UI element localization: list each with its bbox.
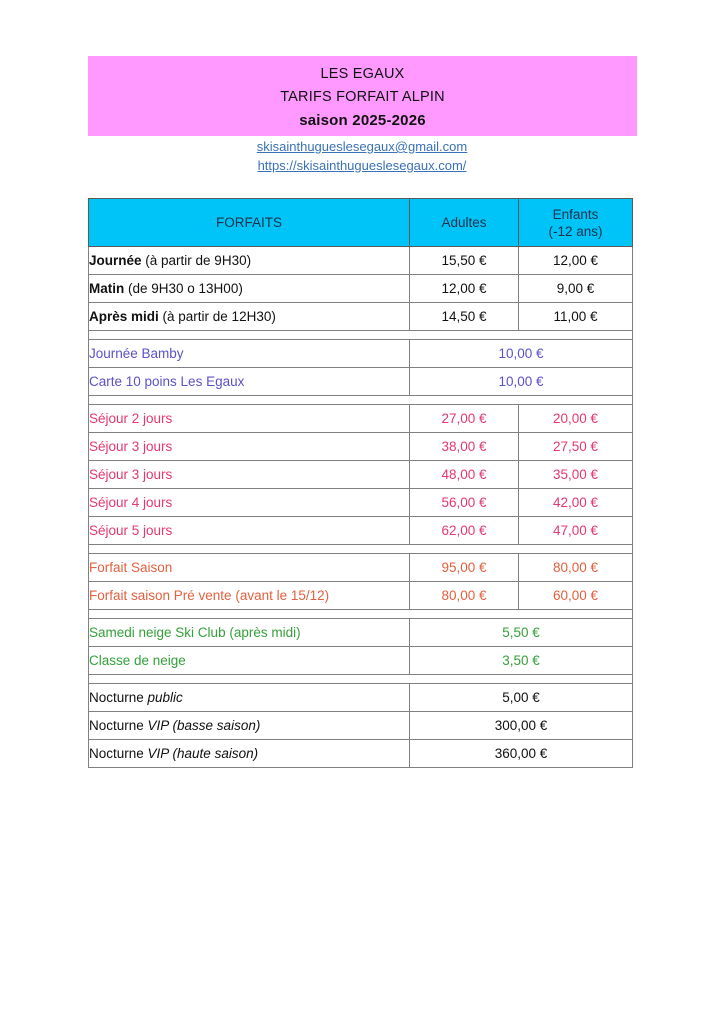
row-child-price-cell: 47,00 €	[519, 517, 633, 545]
table-row	[89, 712, 633, 740]
banner-title-line-2: TARIFS FORFAIT ALPIN	[280, 88, 445, 105]
row-label-primary: Journée	[89, 253, 142, 268]
column-header-enfants-line2: (-12 ans)	[548, 223, 603, 239]
row-label-primary: Matin	[89, 281, 125, 296]
row-merged-price-cell: 5,00 €	[410, 684, 633, 712]
table-spacer-cell	[89, 675, 633, 684]
row-label-secondary: Séjour 5 jours	[89, 523, 173, 538]
banner-season-line: saison 2025-2026	[299, 111, 426, 129]
row-merged-price-cell: 360,00 €	[410, 740, 633, 768]
row-child-price-cell: 27,50 €	[519, 433, 633, 461]
banner-title-line-1: LES EGAUX	[320, 65, 405, 82]
row-label-cell	[89, 684, 410, 712]
row-label-cell	[89, 712, 410, 740]
row-label-cell	[89, 433, 410, 461]
row-label-secondary: Classe de neige	[89, 653, 186, 668]
table-row	[89, 275, 633, 303]
column-header-enfants	[519, 199, 633, 247]
row-label-secondary: Séjour 2 jours	[89, 411, 173, 426]
table-row	[89, 340, 633, 368]
table-spacer-row	[89, 545, 633, 554]
column-header-adultes: Adultes	[410, 199, 519, 247]
row-adult-price-cell: 62,00 €	[410, 517, 519, 545]
row-adult-price-cell: 27,00 €	[410, 405, 519, 433]
row-label-italic: VIP (haute saison)	[147, 746, 259, 761]
table-header-row	[89, 199, 633, 247]
row-label-cell	[89, 740, 410, 768]
table-row	[89, 582, 633, 610]
row-label-secondary: (à partir de 9H30)	[141, 253, 252, 268]
row-adult-price-cell: 12,00 €	[410, 275, 519, 303]
table-row	[89, 405, 633, 433]
row-label-cell	[89, 517, 410, 545]
table-row	[89, 619, 633, 647]
row-adult-price-cell: 38,00 €	[410, 433, 519, 461]
table-spacer-row	[89, 610, 633, 619]
column-header-enfants-line1: Enfants	[552, 206, 599, 222]
row-label-primary: Nocturne	[89, 746, 148, 761]
row-merged-price-cell: 10,00 €	[410, 340, 633, 368]
table-spacer-cell	[89, 331, 633, 340]
title-banner	[88, 56, 637, 136]
row-adult-price-cell: 15,50 €	[410, 247, 519, 275]
row-label-cell	[89, 405, 410, 433]
table-spacer-row	[89, 675, 633, 684]
row-label-secondary: (à partir de 12H30)	[158, 309, 276, 324]
table-spacer-cell	[89, 396, 633, 405]
row-label-primary: Nocturne	[89, 718, 148, 733]
row-child-price-cell: 35,00 €	[519, 461, 633, 489]
row-child-price-cell: 80,00 €	[519, 554, 633, 582]
table-row	[89, 368, 633, 396]
row-label-italic: public	[147, 690, 183, 705]
table-spacer-row	[89, 396, 633, 405]
row-label-cell	[89, 303, 410, 331]
table-row	[89, 433, 633, 461]
column-header-forfaits: FORFAITS	[89, 199, 410, 247]
row-label-secondary: Séjour 3 jours	[89, 467, 173, 482]
tariff-table	[88, 198, 633, 768]
row-label-secondary: Forfait saison Pré vente (avant le 15/12)	[89, 588, 330, 603]
table-row	[89, 247, 633, 275]
row-label-primary: Nocturne	[89, 690, 148, 705]
row-label-secondary: Samedi neige Ski Club (après midi)	[89, 625, 301, 640]
row-merged-price-cell: 5,50 €	[410, 619, 633, 647]
row-adult-price-cell: 80,00 €	[410, 582, 519, 610]
row-child-price-cell: 9,00 €	[519, 275, 633, 303]
row-label-cell	[89, 582, 410, 610]
row-adult-price-cell: 56,00 €	[410, 489, 519, 517]
website-link[interactable]: https://skisainthugueslesegaux.com/	[257, 157, 467, 173]
row-label-primary: Après midi	[89, 309, 159, 324]
row-label-secondary: Séjour 4 jours	[89, 495, 173, 510]
row-label-cell	[89, 619, 410, 647]
row-child-price-cell: 11,00 €	[519, 303, 633, 331]
row-label-cell	[89, 647, 410, 675]
table-row	[89, 489, 633, 517]
row-merged-price-cell: 10,00 €	[410, 368, 633, 396]
row-child-price-cell: 60,00 €	[519, 582, 633, 610]
row-label-cell	[89, 489, 410, 517]
table-row	[89, 684, 633, 712]
email-link[interactable]: skisainthugueslesegaux@gmail.com	[256, 139, 468, 154]
row-label-secondary: Séjour 3 jours	[89, 439, 173, 454]
table-spacer-cell	[89, 545, 633, 554]
row-merged-price-cell: 3,50 €	[410, 647, 633, 675]
table-row	[89, 740, 633, 768]
row-adult-price-cell: 48,00 €	[410, 461, 519, 489]
row-label-secondary: Forfait Saison	[89, 560, 173, 575]
table-row	[89, 517, 633, 545]
row-label-cell	[89, 461, 410, 489]
row-label-cell	[89, 275, 410, 303]
table-row	[89, 461, 633, 489]
contact-links	[0, 138, 724, 175]
row-label-cell	[89, 340, 410, 368]
row-label-italic: VIP (basse saison)	[147, 718, 261, 733]
row-child-price-cell: 12,00 €	[519, 247, 633, 275]
table-row	[89, 303, 633, 331]
row-label-secondary: (de 9H30 o 13H00)	[124, 281, 243, 296]
table-body	[89, 247, 633, 768]
row-label-cell	[89, 368, 410, 396]
row-adult-price-cell: 95,00 €	[410, 554, 519, 582]
table-spacer-cell	[89, 610, 633, 619]
row-label-secondary: Journée Bamby	[89, 346, 184, 361]
table-row	[89, 647, 633, 675]
row-child-price-cell: 20,00 €	[519, 405, 633, 433]
row-label-cell	[89, 247, 410, 275]
row-label-secondary: Carte 10 poins Les Egaux	[89, 374, 245, 389]
row-adult-price-cell: 14,50 €	[410, 303, 519, 331]
row-merged-price-cell: 300,00 €	[410, 712, 633, 740]
row-label-cell	[89, 554, 410, 582]
table-spacer-row	[89, 331, 633, 340]
table-row	[89, 554, 633, 582]
row-child-price-cell: 42,00 €	[519, 489, 633, 517]
